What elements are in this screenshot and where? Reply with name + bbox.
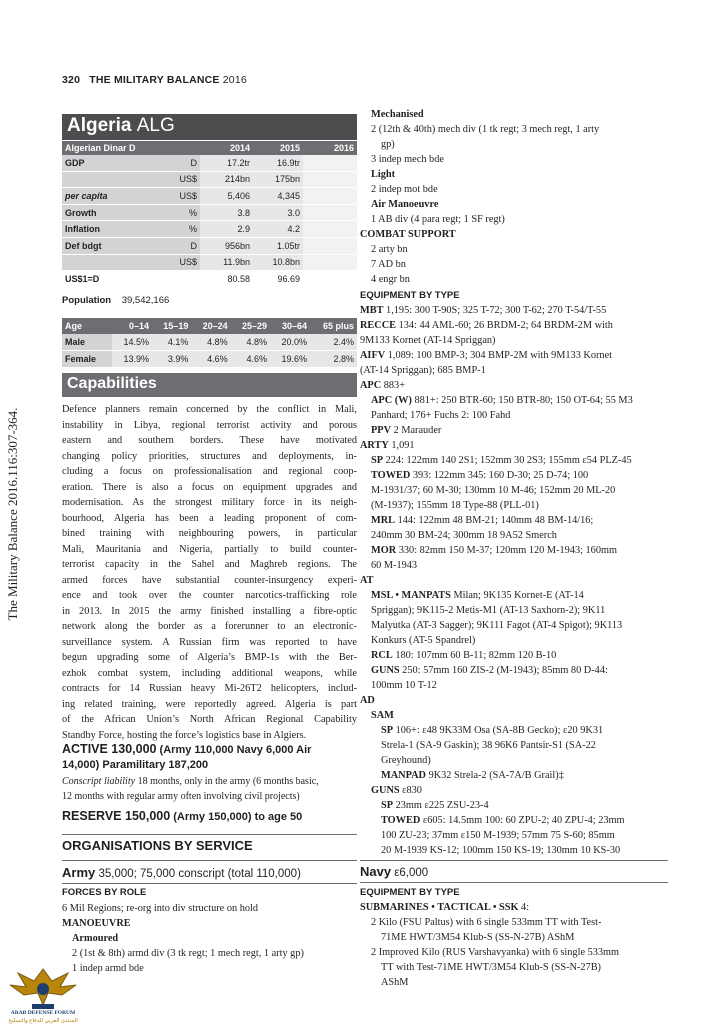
table-cell: 4.6% <box>231 351 270 368</box>
active-line-1 <box>62 742 311 758</box>
value: 144: 122mm 48 BM-21; 140mm 48 BM-14/16; <box>395 515 594 526</box>
age-header-cell: 25–29 <box>231 318 270 334</box>
paragraph-line: ence and took over the counter narcotics-trafficking role <box>62 590 357 601</box>
army-strength: 35,000; 75,000 conscript (total 110,000) <box>95 868 301 880</box>
sam-sp-line-cont: Greyhound) <box>381 755 431 766</box>
table-row <box>62 334 357 351</box>
forces-by-role: FORCES BY ROLE <box>62 887 147 898</box>
table-cell: 19.6% <box>270 351 310 368</box>
table-cell: 80.58 <box>200 271 253 288</box>
table-cell: Female <box>62 351 112 368</box>
economy-header-cell: 2014 <box>200 141 253 155</box>
paragraph-line: instability in Libya, regional terrorist activity and porous <box>62 419 357 431</box>
divider <box>62 834 357 835</box>
table-cell: 11.9bn <box>200 254 253 271</box>
table-cell: Growth <box>62 204 162 221</box>
exchange-rate-row <box>62 271 357 288</box>
mrl-line <box>371 513 593 528</box>
sp-line <box>371 453 632 468</box>
age-header-cell: 30–64 <box>270 318 310 334</box>
cs-line: 7 AD bn <box>371 259 406 270</box>
paragraph-line: eastern and southern borders. These have motivated <box>62 435 357 446</box>
value: 224: 122mm 140 2S1; 152mm 30 2S3; 155mm ε54 PLZ-45 <box>383 455 632 466</box>
value: ε830 <box>399 785 422 796</box>
table-cell <box>162 271 200 288</box>
conscript-line-2: 12 months with regular army often involving civil projects) <box>62 791 300 802</box>
sub-line: 2 Improved Kilo (RUS Varshavyanka) with 6 single 533mm <box>371 947 620 958</box>
divider <box>62 860 357 861</box>
ad-heading: AD <box>360 695 375 706</box>
conscript-label: Conscript liability <box>62 776 136 787</box>
paragraph-line: in 2013. In 2015 the army finished installing a fibre-optic <box>62 605 357 617</box>
table-cell: US$ <box>162 188 200 205</box>
table-cell: 20.0% <box>270 334 310 351</box>
navy-equipment-heading: EQUIPMENT BY TYPE <box>360 887 460 898</box>
value: 180: 107mm 60 B-11; 82mm 120 B-10 <box>392 650 557 661</box>
table-cell: US$ <box>162 171 200 188</box>
table-row <box>62 204 357 221</box>
table-cell: 4.1% <box>152 334 191 351</box>
ppv-line <box>371 423 441 438</box>
paragraph-line: modernisation. As the strongest military force in its neigh- <box>62 497 357 508</box>
paragraph-line: cluding a focus on professionalisation and regional coop- <box>62 466 357 477</box>
gun-towed-line-cont: 100 ZU-23; 37mm ε150 M-1939; 57mm 75 S-60; 85mm <box>381 830 615 841</box>
table-cell: Def bdgt <box>62 237 162 254</box>
towed-line-cont: M-1931/37; 60 M-30; 130mm 10 M-46; 152mm 20 ML-20 <box>371 485 616 496</box>
age-header-cell: 15–19 <box>152 318 191 334</box>
book-title: THE MILITARY BALANCE <box>89 74 220 86</box>
mor-line-cont: 60 M-1943 <box>371 560 418 571</box>
value: 23mm ε225 ZSU-23-4 <box>393 800 489 811</box>
guns-line <box>371 663 608 678</box>
aifv-line-cont: (AT-14 Spriggan); 685 BMP-1 <box>360 365 486 376</box>
paragraph-line: eration. There is also a focus on equipment upgrades and <box>62 481 357 493</box>
armd-line-1: 2 (1st & 8th) armd div (3 tk regt; 1 mech regt, 1 arty gp) <box>72 948 304 959</box>
paragraph-line: Standby Force, hosting the force’s logistics base in Algiers. <box>62 729 307 741</box>
active-line-2: 14,000) Paramilitary 187,200 <box>62 759 209 771</box>
recce-line-cont: 9M133 Kornet (AT-14 Spriggan) <box>360 335 496 346</box>
conscript-text: 18 months, only in the army (6 months basic, <box>135 776 319 787</box>
navy-name: Navy <box>360 864 392 879</box>
age-header-cell: 65 plus <box>310 318 357 334</box>
table-cell: 3.8 <box>200 204 253 221</box>
value: 393: 122mm 345: 160 D-30; 25 D-74; 100 <box>410 470 589 481</box>
label: SP <box>381 800 394 811</box>
army-heading <box>62 864 301 883</box>
towed-line-cont: (M-1937); 155mm 18 Type-88 (PLL-01) <box>371 500 539 511</box>
table-cell: 16.9tr <box>253 155 303 171</box>
table-cell <box>303 204 357 221</box>
table-row <box>62 351 357 368</box>
table-cell <box>303 171 357 188</box>
paragraph-line: bined training with neighbouring powers, in particular <box>62 528 357 539</box>
table-cell: D <box>162 237 200 254</box>
table-row <box>62 171 357 188</box>
rcl-line <box>371 648 556 663</box>
apc-line <box>360 378 405 393</box>
economy-header-row <box>62 141 357 155</box>
value: 134: 44 AML-60; 26 BRDM-2; 64 BRDM-2M with <box>396 320 613 331</box>
paragraph-line: Mali, Mauritania and Nigeria, partially to build counter- <box>62 543 357 555</box>
army-name: Army <box>62 865 96 880</box>
label: MOR <box>371 545 397 556</box>
capabilities-paragraph <box>62 402 357 743</box>
paragraph-line: surveillance system. A Russian firm was reported to have <box>62 636 357 648</box>
paragraph-line: ezhok combat system, including additional weapons, while <box>62 667 357 679</box>
paragraph-line: Defence planners remain concerned by the conflict in Mali, <box>62 404 357 415</box>
manpad-line <box>381 768 564 783</box>
table-cell <box>303 254 357 271</box>
table-cell <box>303 237 357 254</box>
label: RCL <box>371 650 393 661</box>
cs-line: 2 arty bn <box>371 244 408 255</box>
table-cell: 5,406 <box>200 188 253 205</box>
label: TOWED <box>381 815 421 826</box>
paragraph-line: contracts for 14 Russian heavy Mi-26T2 helicopters, includ- <box>62 683 357 694</box>
sam-heading: SAM <box>371 710 394 721</box>
economy-header-cell: Algerian Dinar D <box>62 141 162 155</box>
logo-text-arabic: المنتدى العربي للدفاع والتسليح <box>8 1018 78 1024</box>
value: ε605: 14.5mm 100: 60 ZPU-2; 40 ZPU-4; 23mm <box>420 815 625 826</box>
label: GUNS <box>371 785 400 796</box>
paragraph-line: changing policy priorities, structures and deployments, in- <box>62 450 357 462</box>
economy-table <box>62 141 357 288</box>
table-cell: 2.9 <box>200 221 253 238</box>
table-cell: 96.69 <box>253 271 303 288</box>
navy-heading <box>360 863 428 882</box>
paragraph-line: begun upgrading some of Algeria’s BMP-1s with the Ber- <box>62 652 357 663</box>
mor-line <box>371 543 617 558</box>
side-citation: The Military Balance 2016.116:307-364. <box>5 407 20 621</box>
table-cell: 2.4% <box>310 334 357 351</box>
equipment-heading: EQUIPMENT BY TYPE <box>360 290 460 301</box>
gun-sp-line <box>381 798 489 813</box>
age-header-cell: Age <box>62 318 112 334</box>
table-cell: 13.9% <box>112 351 152 368</box>
reserve-line <box>62 809 302 825</box>
table-cell: 175bn <box>253 171 303 188</box>
table-row <box>62 237 357 254</box>
conscript-line-1 <box>62 774 319 789</box>
table-cell: per capita <box>62 188 162 205</box>
gun-towed-line <box>381 813 625 828</box>
light-heading: Light <box>371 169 396 180</box>
table-cell <box>62 171 162 188</box>
msl-line <box>371 588 584 603</box>
mech-line-1: 2 (12th & 40th) mech div (1 tk regt; 3 mech regt, 1 arty <box>371 124 600 135</box>
table-cell <box>303 188 357 205</box>
value: 106+: ε48 9K33M Osa (SA-8B Gecko); ε20 9K31 <box>393 725 604 736</box>
economy-header-cell: 2015 <box>253 141 303 155</box>
country-title-bar <box>62 114 357 140</box>
table-row <box>62 155 357 171</box>
ad-guns-line <box>371 783 422 798</box>
label: APC (W) <box>371 395 412 406</box>
table-cell: 14.5% <box>112 334 152 351</box>
table-cell: 4.8% <box>191 334 230 351</box>
table-cell: 1.05tr <box>253 237 303 254</box>
table-cell: 214bn <box>200 171 253 188</box>
table-cell: % <box>162 221 200 238</box>
value: 883+ <box>381 380 405 391</box>
age-header-cell: 20–24 <box>191 318 230 334</box>
table-cell: 3.0 <box>253 204 303 221</box>
value: 9K32 Strela-2 (SA-7A/B Grail)‡ <box>426 770 564 781</box>
table-cell <box>303 221 357 238</box>
air-line: 1 AB div (4 para regt; 1 SF regt) <box>371 214 505 225</box>
table-cell: US$ <box>162 254 200 271</box>
economy-header-cell: 2016 <box>303 141 357 155</box>
label: TOWED <box>371 470 411 481</box>
recce-line <box>360 318 613 333</box>
msl-line-cont: Malyutka (AT-3 Sagger); 9K111 Fagot (AT-4 Spigot); 9K113 <box>371 620 623 631</box>
divider <box>360 860 668 861</box>
label: RECCE <box>360 320 397 331</box>
value: Milan; 9K135 Kornet-E (AT-14 <box>450 590 584 601</box>
apcw-line-cont: Panhard; 176+ Fuchs 2: 100 Fahd <box>371 410 511 421</box>
book-year: 2016 <box>222 74 247 86</box>
mech-line-2: 3 indep mech bde <box>371 154 444 165</box>
msl-line-cont: Konkurs (AT-5 Spandrel) <box>371 635 476 646</box>
table-cell <box>303 271 357 288</box>
table-cell: 4.6% <box>191 351 230 368</box>
table-cell: % <box>162 204 200 221</box>
table-cell: 2.8% <box>310 351 357 368</box>
table-cell: 10.8bn <box>253 254 303 271</box>
label: AIFV <box>360 350 386 361</box>
table-cell: 4.8% <box>231 334 270 351</box>
sam-sp-line-cont: Strela-1 (SA-9 Gaskin); 38 96K6 Pantsir-S1 (SA-22 <box>381 740 596 751</box>
age-table <box>62 318 357 368</box>
mrl-line-cont: 240mm 30 BM-24; 300mm 18 9A52 Smerch <box>371 530 557 541</box>
sub-line-cont: 71ME HWT/3M54 Klub-S (SS-N-27B) AShM <box>381 932 575 943</box>
mechanised-heading: Mechanised <box>371 109 424 120</box>
label: MRL <box>371 515 396 526</box>
light-line: 2 indep mot bde <box>371 184 438 195</box>
label: SUBMARINES • TACTICAL • SSK <box>360 902 519 913</box>
label: MSL • MANPATS <box>371 590 451 601</box>
active-label: ACTIVE 130,000 <box>62 742 157 756</box>
population-value: 39,542,166 <box>121 295 170 306</box>
table-row <box>62 254 357 271</box>
table-cell: D <box>162 155 200 171</box>
gun-towed-line-cont: 20 M-1939 KS-12; 100mm 150 KS-19; 130mm 10 KS-30 <box>381 845 621 856</box>
arab-defense-forum-logo <box>4 965 82 1027</box>
table-cell: 4.2 <box>253 221 303 238</box>
label: GUNS <box>371 665 400 676</box>
value: 1,089: 100 BMP-3; 304 BMP-2M with 9M133 Kornet <box>385 350 613 361</box>
value: 330: 82mm 150 M-37; 120mm 120 M-1943; 160mm <box>396 545 617 556</box>
label: ARTY <box>360 440 389 451</box>
table-cell <box>303 155 357 171</box>
reserve-detail: (Army 150,000) to age 50 <box>170 811 303 823</box>
population-label: Population <box>62 295 112 306</box>
population <box>62 295 169 306</box>
label: APC <box>360 380 382 391</box>
guns-line-cont: 100mm 10 T-12 <box>371 680 437 691</box>
sub-line: 2 Kilo (FSU Paltus) with 6 single 533mm TT with Test- <box>371 917 602 928</box>
cs-line: 4 engr bn <box>371 274 410 285</box>
page-number: 320 <box>62 74 81 86</box>
value: 1,091 <box>388 440 415 451</box>
table-cell: US$1=D <box>62 271 162 288</box>
army-note: 6 Mil Regions; re-org into div structure on hold <box>62 903 259 914</box>
aifv-line <box>360 348 612 363</box>
table-cell: 17.2tr <box>200 155 253 171</box>
sub-line-cont: TT with Test-71ME HWT/3M54 Klub-S (SS-N-27B) <box>381 962 601 973</box>
sam-sp-line <box>381 723 603 738</box>
subs-line <box>360 900 529 915</box>
label: PPV <box>371 425 392 436</box>
combat-support-heading: COMBAT SUPPORT <box>360 229 456 240</box>
air-manoeuvre-heading: Air Manoeuvre <box>371 199 439 210</box>
arty-line <box>360 438 415 453</box>
label: SP <box>381 725 394 736</box>
manoeuvre-heading: MANOEUVRE <box>62 918 131 929</box>
divider <box>62 883 357 884</box>
mech-line-1-cont: gp) <box>381 139 395 150</box>
value: 1,195: 300 T-90S; 325 T-72; 300 T-62; 270 T-54/T-55 <box>383 305 607 316</box>
reserve-label: RESERVE 150,000 <box>62 809 171 823</box>
age-header-cell: 0–14 <box>112 318 152 334</box>
capabilities-heading-text: Capabilities <box>67 375 157 392</box>
value: 250: 57mm 160 ZIS-2 (M-1943); 85mm 80 D-44: <box>399 665 608 676</box>
navy-strength: ε6,000 <box>391 867 429 879</box>
country-name: Algeria <box>67 115 132 136</box>
value: 881+: 250 BTR-60; 150 BTR-80; 150 OT-64; 55 M3 <box>411 395 633 406</box>
running-head <box>62 74 247 86</box>
table-cell: 3.9% <box>152 351 191 368</box>
economy-header-cell <box>162 141 200 155</box>
capabilities-heading <box>62 373 357 397</box>
table-cell: 4,345 <box>253 188 303 205</box>
value: 2 Marauder <box>391 425 442 436</box>
label: MANPAD <box>381 770 426 781</box>
paragraph-line: bourhood, Algeria has been a leading proponent of com- <box>62 512 357 524</box>
active-breakdown: (Army 110,000 Navy 6,000 Air <box>156 744 312 756</box>
country-title <box>67 115 175 137</box>
table-cell <box>62 254 162 271</box>
value: 4: <box>518 902 530 913</box>
sub-line-cont: AShM <box>381 977 409 988</box>
mbt-line <box>360 303 606 318</box>
label: MBT <box>360 305 384 316</box>
orgs-heading: ORGANISATIONS BY SERVICE <box>62 838 253 853</box>
logo-text: ARAB DEFENSE FORUM <box>10 1010 76 1016</box>
table-cell: 956bn <box>200 237 253 254</box>
armoured-heading: Armoured <box>72 933 119 944</box>
paragraph-line: armed forces have substantial counter-insurgency experi- <box>62 574 357 586</box>
country-code: ALG <box>136 115 175 136</box>
at-heading: AT <box>360 575 374 586</box>
table-cell: Male <box>62 334 112 351</box>
apcw-line <box>371 393 633 408</box>
msl-line-cont: Spriggan); 9K115-2 Metis-M1 (AT-13 Saxhorn-2); 9K11 <box>371 605 606 616</box>
age-header-row <box>62 318 357 334</box>
towed-line <box>371 468 588 483</box>
label: SP <box>371 455 384 466</box>
paragraph-line: of the African Union’s North African Regional Capability <box>62 714 357 725</box>
table-cell: GDP <box>62 155 162 171</box>
paragraph-line: network along the border as a forerunner to an electronic- <box>62 621 357 632</box>
paragraph-line: terrorist capacity in the Sahel and Maghreb regions. The <box>62 559 357 570</box>
table-row <box>62 188 357 205</box>
armd-line-2: 1 indep armd bde <box>72 963 144 974</box>
paragraph-line: ing related training, were reportedly agreed. Algeria is part <box>62 698 357 710</box>
table-row <box>62 221 357 238</box>
table-cell: Inflation <box>62 221 162 238</box>
divider <box>360 882 668 883</box>
